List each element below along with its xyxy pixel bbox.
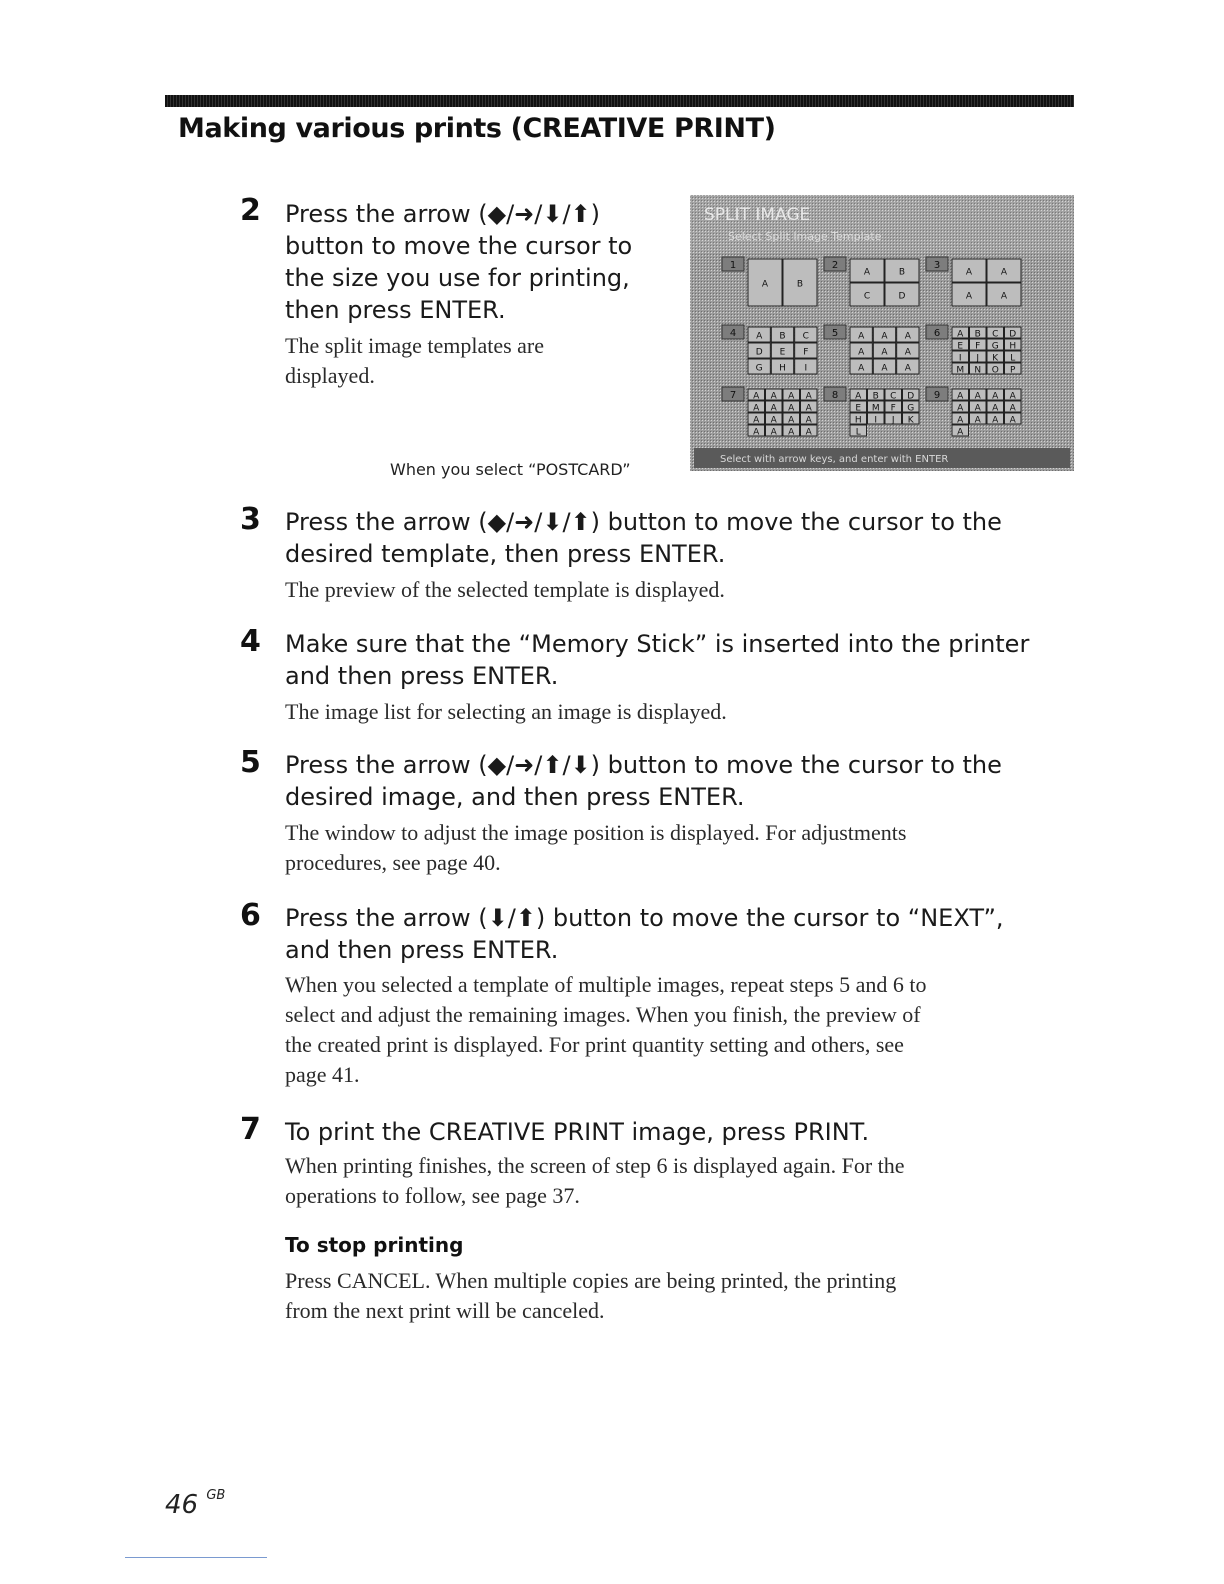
template-cell-label: A: [881, 363, 888, 374]
template-cell-label: A: [1000, 267, 1008, 278]
step-number: 4: [240, 624, 261, 659]
template-cell-label: A: [855, 391, 862, 402]
template-cell-label: A: [753, 391, 760, 402]
figure-caption: When you select “POSTCARD”: [390, 460, 631, 479]
template-cell-label: C: [890, 391, 897, 402]
template-cell-label: G: [907, 403, 915, 414]
template-cell-label: A: [881, 347, 888, 358]
template-cell-label: G: [755, 363, 763, 374]
template-cell-label: F: [975, 341, 981, 352]
step-heading: Make sure that the “Memory Stick” is inserted into the printer and then press ENTER.: [285, 630, 1030, 690]
template-cell-label: L: [855, 427, 861, 438]
template-cell-label: A: [805, 391, 812, 402]
step-description: When printing finishes, the screen of step 6 is displayed again. For the operations to follow, see page 37.: [285, 1153, 905, 1208]
template-cell-label: A: [753, 403, 760, 414]
template-cell-label: A: [974, 403, 981, 414]
template-cell-label: A: [1009, 415, 1016, 426]
template-cell-label: A: [1009, 403, 1016, 414]
template-cell-label: C: [992, 329, 999, 340]
template-cell-label: O: [991, 365, 999, 376]
page-title: Making various prints (CREATIVE PRINT): [178, 113, 776, 144]
template-cell-label: A: [881, 331, 888, 342]
template-cell-label: A: [770, 427, 777, 438]
template-cell-label: I: [874, 415, 878, 426]
template-cell-label: A: [756, 331, 763, 342]
template-cell-label: D: [755, 347, 763, 358]
template-cell-label: A: [904, 347, 911, 358]
step-heading: Press the arrow (◆/➜/⬆/⬇) button to move the cursor to the desired image, and then press ENTER.: [285, 751, 1002, 811]
template-cell-label: H: [854, 415, 862, 426]
template-cell-label: B: [796, 279, 804, 290]
template-cell-label: A: [1009, 391, 1016, 402]
template-cell-label: M: [871, 403, 880, 414]
template-number: 1: [729, 260, 737, 271]
template-cell-label: A: [858, 331, 865, 342]
template-cell-label: E: [957, 341, 964, 352]
template-cell-label: A: [957, 403, 964, 414]
template-cell-label: J: [976, 353, 980, 364]
template-cell-label: C: [863, 291, 871, 302]
step-number: 7: [240, 1112, 261, 1147]
screen-subtitle: Select Split Image Template: [728, 230, 882, 243]
template-cell-label: A: [788, 391, 795, 402]
template-cell-label: G: [991, 341, 999, 352]
template-cell-label: A: [974, 391, 981, 402]
template-cell-label: H: [779, 363, 786, 374]
template-cell-label: A: [957, 415, 964, 426]
template-cell-label: A: [957, 427, 964, 438]
step-number: 5: [240, 745, 261, 780]
template-cell-label: A: [788, 403, 795, 414]
template-cell-label: A: [1000, 291, 1008, 302]
template-cell-label: B: [898, 267, 906, 278]
template-cell-label: N: [974, 365, 982, 376]
template-cell-label: L: [1010, 353, 1016, 364]
template-number: 3: [933, 260, 941, 271]
template-cell-label: A: [788, 415, 795, 426]
stop-printing-description: Press CANCEL. When multiple copies are being printed, the printing from the next print will be canceled.: [285, 1268, 897, 1323]
template-number: 9: [933, 390, 941, 401]
template-cell-label: E: [855, 403, 862, 414]
template-cell-label: A: [753, 415, 760, 426]
template-cell-label: A: [992, 391, 999, 402]
template-cell-label: A: [957, 391, 964, 402]
template-cell-label: D: [1009, 329, 1017, 340]
step-number: 6: [240, 898, 261, 933]
template-number: 5: [831, 328, 839, 339]
template-cell-label: A: [770, 403, 777, 414]
template-cell-label: A: [904, 363, 911, 374]
template-cell-label: A: [957, 329, 964, 340]
template-cell-label: H: [1009, 341, 1017, 352]
template-number: 6: [933, 328, 941, 339]
step-description: The window to adjust the image position is displayed. For adjustments procedures, see page 40.: [285, 820, 907, 875]
template-cell-label: D: [898, 291, 906, 302]
template-cell-label: B: [872, 391, 879, 402]
template-cell-label: B: [974, 329, 981, 340]
template-cell-label: A: [965, 291, 973, 302]
template-cell-label: A: [858, 363, 865, 374]
step-heading: Press the arrow (◆/➜/⬇/⬆) button to move the cursor to the desired template, then press ENTER.: [285, 508, 1002, 568]
step-description: The split image templates are displayed.: [285, 333, 545, 388]
stop-printing-heading: To stop printing: [285, 1233, 464, 1257]
template-cell-label: I: [804, 363, 808, 374]
template-cell-label: A: [858, 347, 865, 358]
step-number: 2: [240, 193, 261, 228]
template-cell-label: I: [958, 353, 962, 364]
template-number: 2: [831, 260, 839, 271]
template-cell-label: A: [805, 415, 812, 426]
template-cell-label: F: [890, 403, 896, 414]
screen-title: SPLIT IMAGE: [704, 205, 811, 225]
template-cell-label: A: [770, 415, 777, 426]
template-cell-label: K: [992, 353, 999, 364]
header-rule: [165, 95, 1074, 107]
template-cell-label: A: [761, 279, 769, 290]
step-description: When you selected a template of multiple images, repeat steps 5 and 6 to select and adjust the remaining images. When you finish, the preview of the created print is displayed. For print quantity setting and others, see page 41.: [285, 972, 927, 1087]
step-description: The preview of the selected template is displayed.: [285, 577, 725, 602]
template-cell-label: C: [802, 331, 809, 342]
step-heading: Press the arrow (◆/➜/⬇/⬆) button to move the cursor to the size you use for printing, then press ENTER.: [285, 200, 633, 324]
step-description: The image list for selecting an image is displayed.: [285, 699, 727, 724]
step-number: 3: [240, 502, 261, 537]
template-cell-label: A: [992, 415, 999, 426]
page-number: 46 $^{GB}$: [165, 1488, 226, 1520]
template-number: 8: [831, 390, 839, 401]
template-cell-label: K: [907, 415, 914, 426]
template-cell-label: J: [891, 415, 895, 426]
template-cell-label: M: [956, 365, 965, 376]
template-cell-label: D: [907, 391, 915, 402]
template-number: 7: [729, 390, 737, 401]
step-heading: Press the arrow (⬇/⬆) button to move the cursor to “NEXT”, and then press ENTER.: [285, 904, 1004, 964]
template-cell-label: F: [803, 347, 809, 358]
template-number: 4: [729, 328, 737, 339]
template-cell-label: A: [788, 427, 795, 438]
template-cell-label: P: [1010, 365, 1016, 376]
template-cell-label: A: [863, 267, 871, 278]
template-cell-label: A: [805, 403, 812, 414]
template-cell-label: A: [904, 331, 911, 342]
step-heading: To print the CREATIVE PRINT image, press PRINT.: [285, 1118, 870, 1146]
template-cell-label: A: [974, 415, 981, 426]
status-text: Select with arrow keys, and enter with ENTER: [720, 454, 949, 465]
split-image-screenshot: [690, 195, 1074, 471]
template-cell-label: A: [992, 403, 999, 414]
footer-rule: [125, 1557, 267, 1558]
template-cell-label: A: [805, 427, 812, 438]
template-cell-label: A: [753, 427, 760, 438]
template-cell-label: B: [779, 331, 786, 342]
template-cell-label: A: [770, 391, 777, 402]
template-cell-label: A: [965, 267, 973, 278]
template-cell-label: E: [779, 347, 786, 358]
